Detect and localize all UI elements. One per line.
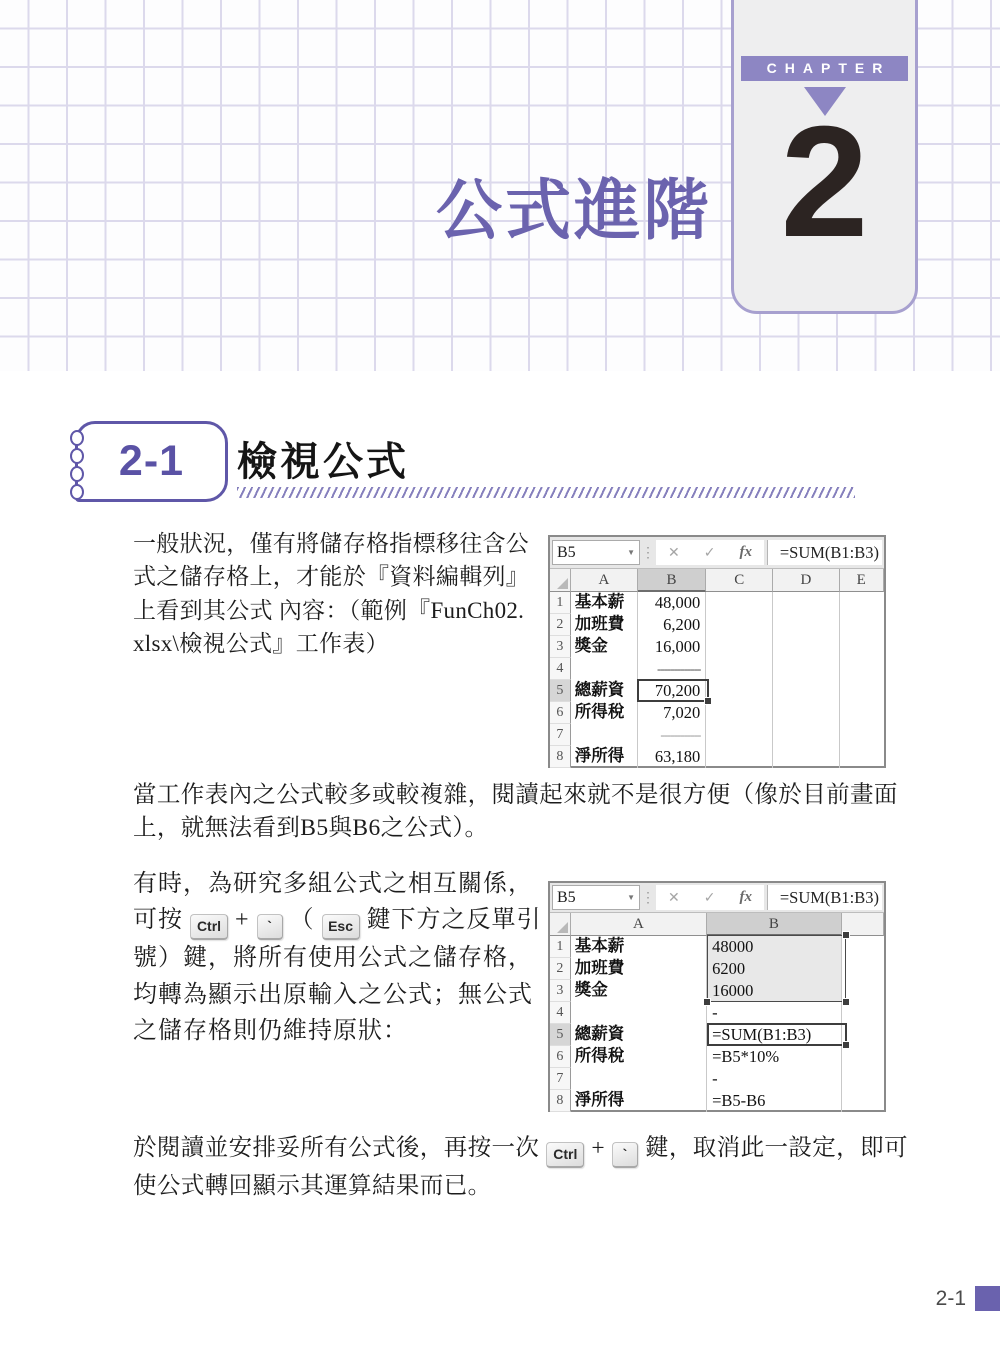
column-headers bbox=[550, 913, 884, 936]
row-header[interactable]: 3 bbox=[550, 636, 571, 658]
text-segment: （ bbox=[289, 907, 315, 934]
cell-d2[interactable] bbox=[773, 614, 839, 636]
cell-a3[interactable]: 獎金 bbox=[571, 636, 638, 658]
sheet-row bbox=[550, 702, 884, 724]
row-header[interactable]: 6 bbox=[550, 1046, 571, 1068]
page-title: 公式進階 bbox=[436, 173, 712, 247]
sheet-row bbox=[550, 980, 884, 1002]
insert-function-icon[interactable]: fx bbox=[739, 889, 752, 905]
row-header[interactable]: 6 bbox=[550, 702, 571, 724]
text-segment: + bbox=[235, 907, 250, 934]
paragraph-line: 一般狀況，僅有將儲存格指標移往含公 bbox=[133, 531, 530, 556]
formula-toolbar bbox=[550, 537, 884, 569]
text-segment: 於閱讀並安排妥所有公式後，再按一次 bbox=[133, 1135, 540, 1161]
sheet-row bbox=[550, 614, 884, 636]
formula-toolbar bbox=[550, 883, 884, 913]
cancel-icon[interactable]: ✕ bbox=[668, 889, 680, 906]
row-header[interactable]: 2 bbox=[550, 614, 571, 636]
cell-d4[interactable] bbox=[773, 658, 839, 680]
name-box-value: B5 bbox=[557, 888, 576, 906]
cell-e3[interactable] bbox=[840, 636, 884, 658]
cell-c6[interactable] bbox=[842, 1046, 884, 1068]
sheet-row bbox=[550, 1002, 884, 1024]
cell-e4[interactable] bbox=[840, 658, 884, 680]
paragraph-line: 上，就無法看到B5與B6之公式）。 bbox=[133, 815, 489, 842]
cell-c3[interactable] bbox=[842, 980, 884, 1002]
formula-icons bbox=[656, 885, 764, 910]
column-header-d[interactable]: D bbox=[773, 569, 839, 592]
cell-c6[interactable] bbox=[706, 702, 773, 724]
text-segment: + bbox=[591, 1135, 605, 1161]
cell-b2[interactable]: 6,200 bbox=[638, 614, 706, 636]
cell-a6[interactable]: 所得稅 bbox=[571, 702, 638, 724]
cell-b2[interactable]: 6200 bbox=[707, 958, 841, 980]
footer-page-number: 2-1 bbox=[935, 1287, 966, 1310]
cell-a3[interactable]: 獎金 bbox=[571, 980, 707, 1002]
cell-e1[interactable] bbox=[840, 592, 884, 614]
cell-c3[interactable] bbox=[706, 636, 773, 658]
column-header-e[interactable]: E bbox=[840, 569, 884, 592]
paragraph-line: 號）鍵，將所有使用公式之儲存格， bbox=[133, 945, 533, 972]
select-all-corner[interactable] bbox=[550, 569, 571, 592]
cell-a1[interactable]: 基本薪 bbox=[571, 592, 638, 614]
select-all-corner[interactable] bbox=[550, 913, 571, 936]
paragraph-line bbox=[133, 902, 542, 940]
cell-c2[interactable] bbox=[706, 614, 773, 636]
paragraph-line bbox=[133, 1130, 908, 1168]
column-header-a[interactable]: A bbox=[571, 569, 638, 592]
cell-c1[interactable] bbox=[706, 592, 773, 614]
cell-a5[interactable]: 總薪資 bbox=[571, 1024, 707, 1046]
cell-a4[interactable] bbox=[571, 658, 638, 680]
section-chain-decoration bbox=[69, 430, 84, 502]
sheet-row bbox=[550, 680, 884, 702]
keycap-esc: Esc bbox=[322, 914, 360, 940]
cell-e7[interactable] bbox=[840, 724, 884, 746]
name-box-value: B5 bbox=[557, 543, 576, 561]
keycap-ctrl: Ctrl bbox=[546, 1142, 584, 1168]
toolbar-separator-dots: ⋮ bbox=[641, 544, 655, 560]
name-box-dropdown-icon[interactable]: ▼ bbox=[627, 548, 635, 557]
paragraph-line: 之儲存格則仍維持原狀： bbox=[133, 1017, 408, 1044]
cell-b1[interactable]: 48000 bbox=[707, 936, 841, 958]
paragraph-line: 使公式轉回顯示其運算結果而已。 bbox=[133, 1172, 492, 1199]
enter-icon[interactable]: ✓ bbox=[703, 889, 716, 906]
sheet-row bbox=[550, 1024, 884, 1046]
name-box-dropdown-icon[interactable]: ▼ bbox=[627, 893, 635, 902]
cell-b4[interactable]: ------------- bbox=[638, 658, 706, 680]
keycap-backquote: ` bbox=[612, 1142, 638, 1168]
paragraph-line: 均轉為顯示出原輸入之公式；無公式 bbox=[133, 981, 533, 1008]
toolbar-separator-dots: ⋮ bbox=[641, 889, 655, 905]
cell-c8[interactable] bbox=[842, 1090, 884, 1112]
text-segment: 鍵下方之反單引 bbox=[366, 907, 542, 934]
row-header[interactable]: 7 bbox=[550, 1068, 571, 1090]
cell-a8[interactable]: 淨所得 bbox=[571, 1090, 707, 1112]
row-header[interactable]: 5 bbox=[550, 680, 571, 702]
column-header-a[interactable]: A bbox=[571, 913, 707, 936]
cell-b5[interactable]: =SUM(B1:B3) bbox=[707, 1024, 841, 1046]
column-header-b[interactable]: B bbox=[707, 913, 841, 936]
chapter-badge: CHAPTER bbox=[741, 56, 908, 81]
formula-bar[interactable]: =SUM(B1:B3) bbox=[767, 885, 882, 910]
cell-d8[interactable] bbox=[773, 746, 839, 768]
cell-b3[interactable]: 16,000 bbox=[638, 636, 706, 658]
sheet-row bbox=[550, 746, 884, 768]
cell-b1[interactable]: 48,000 bbox=[638, 592, 706, 614]
row-header[interactable]: 1 bbox=[550, 592, 571, 614]
row-header[interactable]: 7 bbox=[550, 724, 571, 746]
column-header-b[interactable]: B bbox=[638, 569, 706, 592]
cell-e8[interactable] bbox=[840, 746, 884, 768]
sheet-row bbox=[550, 936, 884, 958]
row-header[interactable]: 3 bbox=[550, 980, 571, 1002]
row-header[interactable]: 1 bbox=[550, 936, 571, 958]
cell-d6[interactable] bbox=[773, 702, 839, 724]
cell-a2[interactable]: 加班費 bbox=[571, 614, 638, 636]
column-header-partial[interactable] bbox=[842, 913, 885, 936]
cancel-icon[interactable]: ✕ bbox=[668, 544, 680, 561]
cell-b3[interactable]: 16000 bbox=[707, 980, 841, 1002]
section-divider-hatch bbox=[237, 487, 855, 498]
row-header[interactable]: 8 bbox=[550, 1090, 571, 1112]
paragraph-4 bbox=[133, 1130, 908, 1204]
cell-b4[interactable]: - bbox=[707, 1002, 841, 1024]
cell-c5[interactable] bbox=[842, 1024, 884, 1046]
row-header[interactable]: 5 bbox=[550, 1024, 571, 1046]
spreadsheet-figure-1 bbox=[548, 535, 886, 768]
section-number: 2-1 bbox=[118, 437, 185, 485]
chapter-number: 2 bbox=[780, 94, 869, 270]
cell-d7[interactable] bbox=[773, 724, 839, 746]
cell-b7[interactable]: ------------ bbox=[638, 724, 706, 746]
cell-a1[interactable]: 基本薪 bbox=[571, 936, 707, 958]
cell-a8[interactable]: 淨所得 bbox=[571, 746, 638, 768]
sheet-row bbox=[550, 1046, 884, 1068]
cell-b6[interactable]: 7,020 bbox=[638, 702, 706, 724]
sheet-row bbox=[550, 1090, 884, 1112]
cell-c5[interactable] bbox=[706, 680, 773, 702]
spreadsheet-figure-2 bbox=[548, 881, 886, 1112]
name-box[interactable] bbox=[552, 885, 640, 910]
paragraph-line: xlsx\檢視公式』工作表） bbox=[133, 631, 389, 657]
chapter-card bbox=[731, 0, 918, 314]
cell-e2[interactable] bbox=[840, 614, 884, 636]
keycap-ctrl: Ctrl bbox=[190, 914, 228, 940]
cell-a7[interactable] bbox=[571, 1068, 707, 1090]
cell-a7[interactable] bbox=[571, 724, 638, 746]
cell-a6[interactable]: 所得稅 bbox=[571, 1046, 707, 1068]
cell-b7[interactable]: - bbox=[707, 1068, 841, 1090]
cell-a2[interactable]: 加班費 bbox=[571, 958, 707, 980]
cell-e5[interactable] bbox=[840, 680, 884, 702]
name-box[interactable] bbox=[552, 540, 640, 565]
sheet-row bbox=[550, 658, 884, 680]
sheet-row bbox=[550, 958, 884, 980]
sheet-row bbox=[550, 724, 884, 746]
cell-b8[interactable]: 63,180 bbox=[638, 746, 706, 768]
paragraph-line: 有時，為研究多組公式之相互關係， bbox=[133, 871, 533, 897]
formula-bar[interactable]: =SUM(B1:B3) bbox=[767, 540, 882, 565]
paragraph-3 bbox=[133, 866, 542, 1049]
cell-d1[interactable] bbox=[773, 592, 839, 614]
row-header[interactable]: 4 bbox=[550, 1002, 571, 1024]
sheet-row bbox=[550, 636, 884, 658]
row-header[interactable]: 4 bbox=[550, 658, 571, 680]
cell-c7[interactable] bbox=[842, 1068, 884, 1090]
column-headers bbox=[550, 569, 884, 592]
cell-d5[interactable] bbox=[773, 680, 839, 702]
cell-a5[interactable]: 總薪資 bbox=[571, 680, 638, 702]
cell-b6[interactable]: =B5*10% bbox=[707, 1046, 841, 1068]
cell-b5[interactable]: 70,200 bbox=[638, 680, 706, 702]
paragraph-line: 當工作表內之公式較多或較複雜，閱讀起來就不是很方便（像於目前畫面 bbox=[133, 782, 898, 808]
column-header-c[interactable]: C bbox=[706, 569, 773, 592]
sheet-row bbox=[550, 592, 884, 614]
paragraph-2 bbox=[133, 779, 898, 846]
cell-c4[interactable] bbox=[706, 658, 773, 680]
row-header[interactable]: 2 bbox=[550, 958, 571, 980]
cell-c1[interactable] bbox=[842, 936, 884, 958]
row-header[interactable]: 8 bbox=[550, 746, 571, 768]
paragraph-1 bbox=[133, 527, 529, 661]
paragraph-line: 上看到其公式 內容：（範例『FunCh02. bbox=[133, 597, 525, 623]
cell-c7[interactable] bbox=[706, 724, 773, 746]
paragraph-line: 式之儲存格上，才能於『資料編輯列』 bbox=[133, 564, 530, 590]
cell-c4[interactable] bbox=[842, 1002, 884, 1024]
cell-e6[interactable] bbox=[840, 702, 884, 724]
cell-d3[interactable] bbox=[773, 636, 839, 658]
keycap-backquote: ` bbox=[257, 914, 283, 940]
footer-accent-square bbox=[975, 1286, 1000, 1311]
insert-function-icon[interactable]: fx bbox=[739, 544, 752, 560]
formula-icons bbox=[656, 540, 764, 565]
text-segment: 可按 bbox=[133, 907, 183, 934]
enter-icon[interactable]: ✓ bbox=[703, 544, 716, 561]
cell-c8[interactable] bbox=[706, 746, 773, 768]
cell-c2[interactable] bbox=[842, 958, 884, 980]
section-number-badge bbox=[75, 421, 228, 502]
text-segment: 鍵，取消此一設定，即可 bbox=[644, 1135, 908, 1161]
section-title: 檢視公式 bbox=[237, 440, 409, 484]
cell-a4[interactable] bbox=[571, 1002, 707, 1024]
cell-b8[interactable]: =B5-B6 bbox=[707, 1090, 841, 1112]
sheet-row bbox=[550, 1068, 884, 1090]
